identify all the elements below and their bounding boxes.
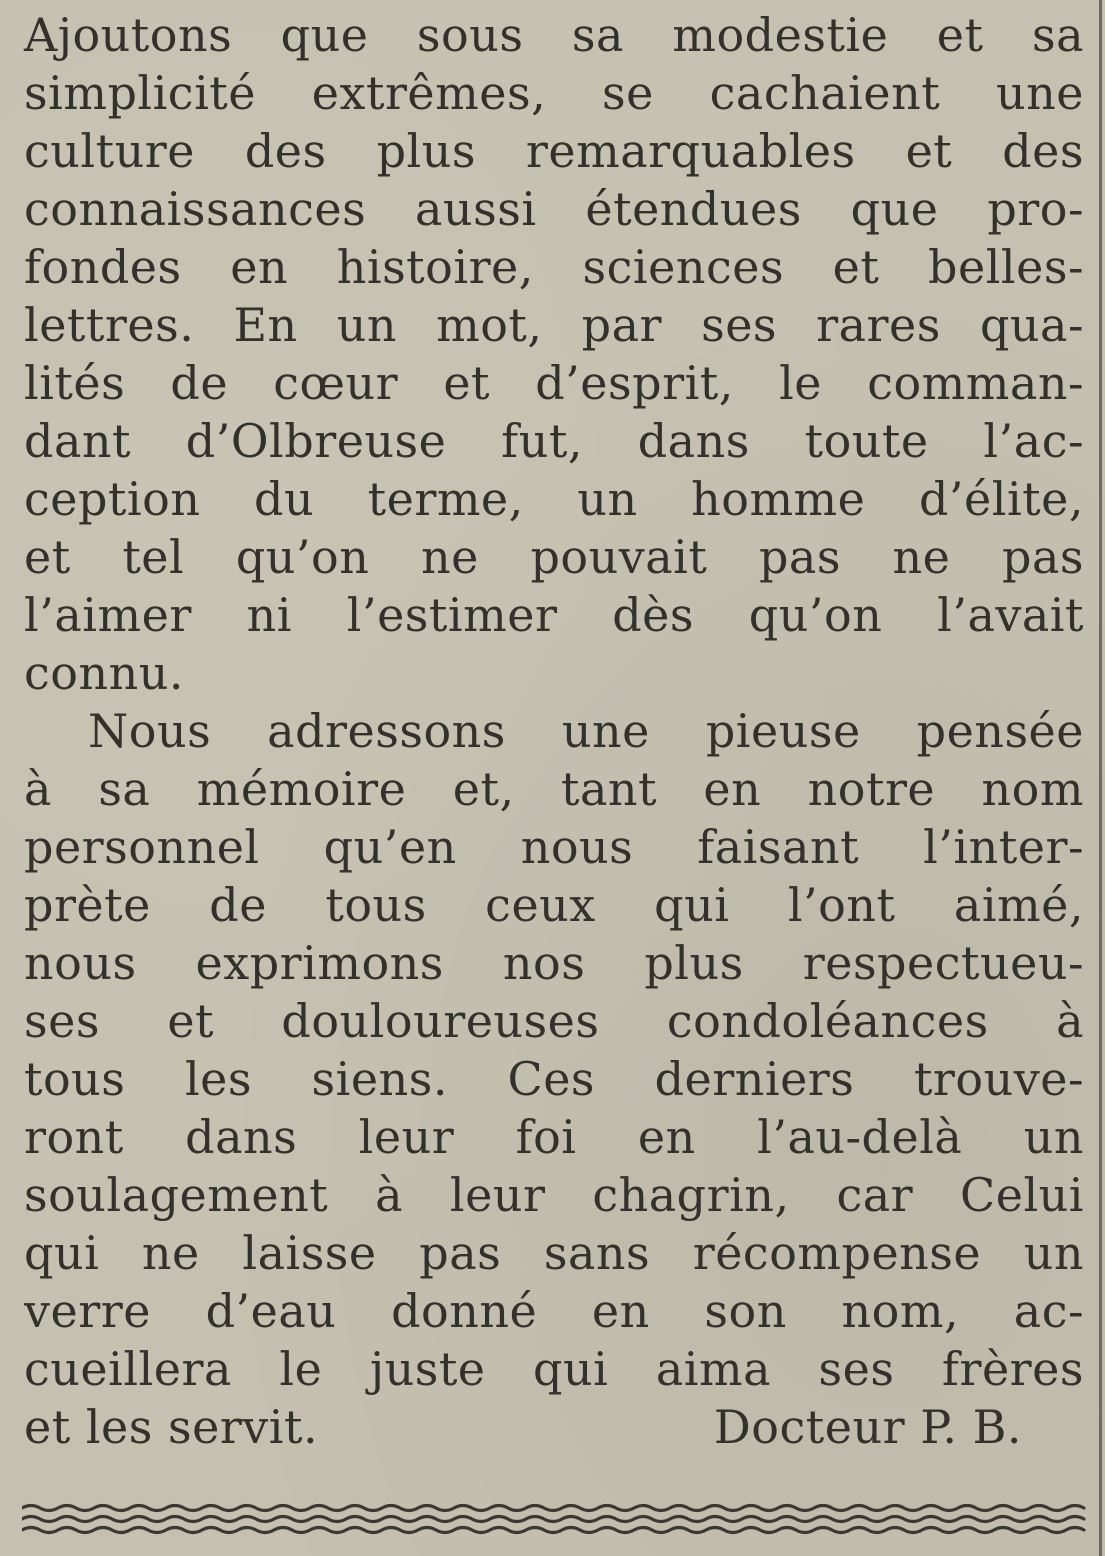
text-line: l’aimer ni l’estimer dès qu’on l’avait (24, 588, 1084, 642)
text-line: lettres. En un mot, par ses rares qua- (24, 298, 1084, 352)
wavy-separator (22, 1500, 1087, 1540)
separator-wave-2 (22, 1517, 1084, 1522)
text-line: prète de tous ceux qui l’ont aimé, (24, 878, 1084, 932)
text-line: ses et douloureuses condoléances à (24, 994, 1084, 1048)
text-line: connu. (24, 646, 184, 700)
text-line: lités de cœur et d’esprit, le comman- (24, 356, 1084, 410)
text-line: et tel qu’on ne pouvait pas ne pas (24, 530, 1084, 584)
separator-wave-3 (22, 1528, 1084, 1533)
text-line: cueillera le juste qui aima ses frères (24, 1342, 1084, 1396)
text-line: Ajoutons que sous sa modestie et sa (24, 8, 1084, 62)
text-line: verre d’eau donné en son nom, ac- (24, 1284, 1084, 1338)
separator-wave-1 (22, 1506, 1084, 1511)
text-line: ront dans leur foi en l’au-delà un (24, 1110, 1084, 1164)
text-line: à sa mémoire et, tant en notre nom (24, 762, 1084, 816)
text-line: culture des plus remarquables et des (24, 124, 1084, 178)
column-rule (1099, 0, 1102, 1556)
text-line: personnel qu’en nous faisant l’inter- (24, 820, 1084, 874)
text-line: qui ne laisse pas sans récompense un (24, 1226, 1084, 1280)
text-line: Nous adressons une pieuse pensée (88, 704, 1084, 758)
text-line: connaissances aussi étendues que pro- (24, 182, 1084, 236)
closing-line (24, 1398, 1084, 1456)
text-line: simplicité extrêmes, se cachaient une (24, 66, 1084, 120)
text-line: dant d’Olbreuse fut, dans toute l’ac- (24, 414, 1084, 468)
signature: Docteur P. B. (713, 1400, 1022, 1454)
text-line: tous les siens. Ces derniers trouve- (24, 1052, 1084, 1106)
text-line: nous exprimons nos plus respectueu- (24, 936, 1084, 990)
text-line: fondes en histoire, sciences et belles- (24, 240, 1084, 294)
closing-text: et les servit. (24, 1400, 319, 1454)
text-line: ception du terme, un homme d’élite, (24, 472, 1084, 526)
text-line: soulagement à leur chagrin, car Celui (24, 1168, 1084, 1222)
